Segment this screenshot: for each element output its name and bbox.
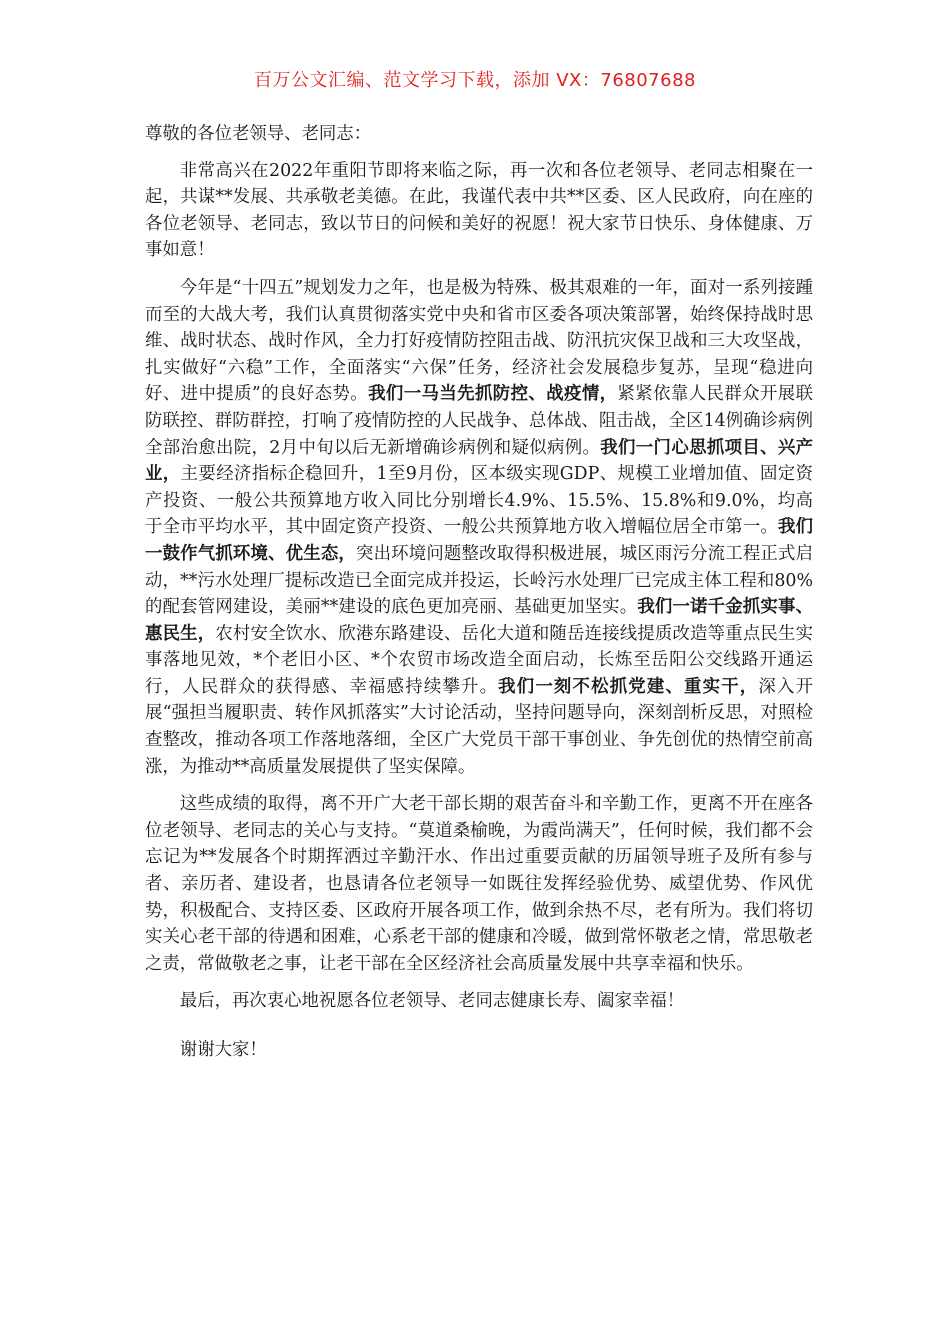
highlight-livelihood: 我们一诺千金抓实事、惠民生， xyxy=(145,597,813,644)
achievements-livelihood: 农村安全饮水、欣港东路建设、岳化大道和随岳连接线提质改造等重点民生实事落地见效，*个老旧小区、*个农贸市场改造全面启动，长炼至岳阳公交线路开通运行，人民群众的获得感、幸福感持续攀升。 xyxy=(145,623,813,697)
achievements-epidemic: 紧紧依靠人民群众开展联防联控、群防群控，打响了疫情防控的人民战争、总体战、阻击战，全区14例确诊病例全部治愈出院，2月中旬以后无新增确诊病例和疑似病例。 xyxy=(145,384,813,458)
achievements-projects: 主要经济指标企稳回升，1至9月份，区本级实现GDP、规模工业增加值、固定资产投资、一般公共预算地方收入同比分别增长4.9%、15.5%、15.8%和9.0%，均高于全市平均水平，其中固定资产投资、一般公共预算地方收入增幅位居全市第一。 xyxy=(145,464,813,538)
achievements-party-building: 深入开展“强担当履职责、转作风抓落实”大讨论活动，坚持问题导向，深刻剖析反思，对照检查整改，推动各项工作落地落细，全区广大党员干部干事创业、争先创优的热情空前高涨，为推动**高质量发展提供了坚实保障。 xyxy=(145,676,813,777)
paragraph-greeting: 非常高兴在2022年重阳节即将来临之际，再一次和各位老领导、老同志相聚在一起，共谋**发展、共承敬老美德。在此，我谨代表中共**区委、区人民政府，向在座的各位老领导、老同志，致以节日的问候和美好的祝愿！祝大家节日快乐、身体健康、万事如意！ xyxy=(145,160,813,261)
watermark-header: 百万公文汇编、范文学习下载，添加 VX：76807688 xyxy=(254,70,696,91)
paragraph-achievements xyxy=(145,275,813,780)
highlight-party-building: 我们一刻不松抓党建、重实干， xyxy=(498,676,759,697)
highlight-epidemic: 我们一马当先抓防控、战疫情， xyxy=(368,384,618,405)
achievements-intro: 今年是“十四五”规划发力之年，也是极为特殊、极其艰难的一年，面对一系列接踵而至的大战大考，我们认真贯彻落实党中央和省市区委各项决策部署，始终保持战时思维、战时状态、战时作风，全力打好疫情防控阻击战、防汛抗灾保卫战和三大攻坚战，扎实做好“六稳”工作，全面落实“六保”任务，经济社会发展稳步复苏，呈现“稳进向好、进中提质”的良好态势。 xyxy=(145,277,813,405)
letter-body xyxy=(145,121,813,1075)
paragraph-wishes: 最后，再次衷心地祝愿各位老领导、老同志健康长寿、阖家幸福！ xyxy=(179,991,685,1012)
paragraph-gratitude: 这些成绩的取得，离不开广大老干部长期的艰苦奋斗和辛勤工作，更离不开在座各位老领导、老同志的关心与支持。“莫道桑榆晚，为霞尚满天”，任何时候，我们都不会忘记为**发展各个时期挥洒过辛勤汗水、作出过重要贡献的历届领导班子及所有参与者、亲历者、建设者，也恳请各位老领导一如既往发挥经验优势、威望优势、作风优势，积极配合、支持区委、区政府开展各项工作，做到余热不尽，老有所为。我们将切实关心老干部的待遇和困难，心系老干部的健康和冷暖，做到常怀敬老之情，常思敬老之责，常做敬老之事，让老干部在全区经济社会高质量发展中共享幸福和快乐。 xyxy=(145,794,813,974)
closing-thanks: 谢谢大家！ xyxy=(179,1040,267,1060)
achievements-environment: 突出环境问题整改取得积极进展，城区雨污分流工程正式启动，**污水处理厂提标改造已全面完成并投运，长岭污水处理厂已完成主体工程和80%的配套管网建设，美丽**建设的底色更加亮丽、基础更加坚实。 xyxy=(145,543,813,618)
salutation: 尊敬的各位老领导、老同志： xyxy=(145,124,372,144)
highlight-environment: 我们一鼓作气抓环境、优生态， xyxy=(145,517,813,564)
highlight-projects: 我们一门心思抓项目、兴产业， xyxy=(145,437,813,485)
